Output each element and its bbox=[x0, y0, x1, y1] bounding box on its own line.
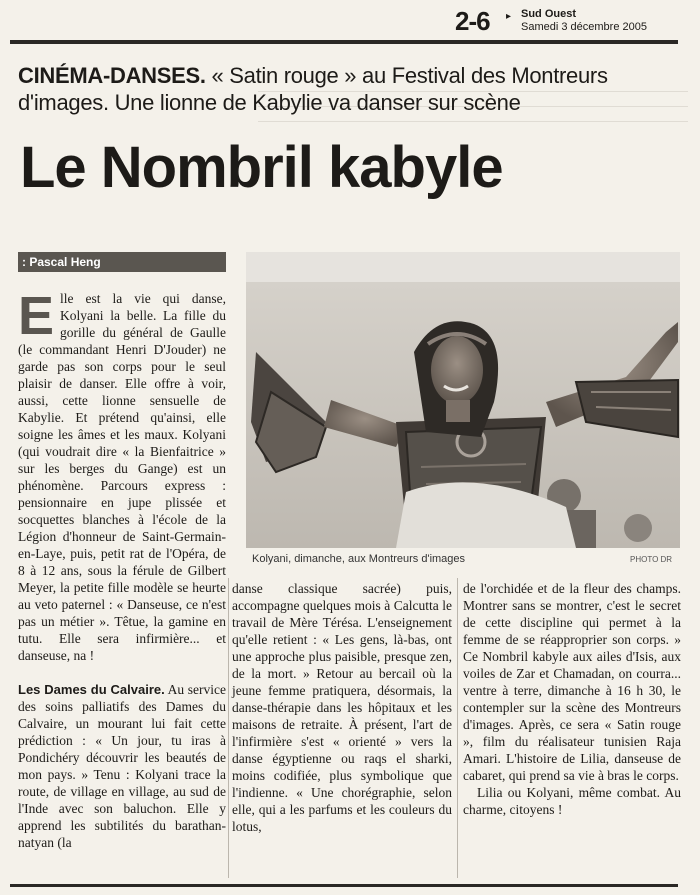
article-column-3 bbox=[463, 580, 681, 818]
newspaper-name: Sud Ouest bbox=[521, 8, 577, 20]
article-paragraph-3: danse classique sacrée) puis, accompagne quelques mois à Calcutta le travail de Mère Térésa. L'enseignement qu'elle retient : « Les gens, là-bas, ont une approche plus paisible, presque zen, de la mort. » Retour au bercail où la jeune femme pratiquera, désormais, la danse-thérapie dans les hôpitaux et les maisons de retraite. À présent, l'art de l'infirmière s'est « orienté » vers la danse égyptienne ou raqs el sharki, moins codifiée, plus symbolique que l'indienne. « Une chorégraphie, selon elle, qui a les parfums et les couleurs du lotus, bbox=[232, 581, 452, 834]
kicker-text: « Satin rouge » au Festival des Montreurs d'images. Une lionne de Kabylie va danser sur scène bbox=[18, 63, 608, 115]
header-rule bbox=[10, 40, 678, 44]
footer-rule bbox=[10, 884, 678, 887]
column-divider bbox=[457, 578, 458, 878]
byline: : Pascal Heng bbox=[18, 252, 226, 272]
kicker bbox=[18, 62, 688, 116]
article-paragraph-1: lle est la vie qui danse, Kolyani la belle. La fille du gorille du général de Gaulle (le commandant Henri D'Jouder) ne garde pas son corps pour le seul plaisir de danser. Elle offre à voir, aussi, cette lionne sensuelle de Kabylie. Et prétend qu'ainsi, elle soigne les âmes et les maux. Kolyani (qui voudrait dire « la Bienfaitrice » sur les berges du Gange) est un phénomène. Parcours express : pensionnaire en jupe plissée et socquettes blanches à l'école de la Légion d'honneur de Saint-Germain-en-Laye, puis, petit rat de l'Opéra, de 8 à 12 ans, sous la férule de Gilbert Meyer, la petite fille modèle se heurte au veto paternel : « Danseuse, ce n'est pas un métier ». Têtue, la gamine en tutu. Elle sera infirmière... et danseuse, na ! bbox=[18, 291, 226, 663]
subhead: Les Dames du Calvaire. bbox=[18, 682, 165, 697]
article-paragraph-5: Lilia ou Kolyani, même combat. Au charme, citoyens ! bbox=[463, 785, 681, 817]
article-paragraph-2 bbox=[18, 681, 226, 851]
arrow-icon: ▸ bbox=[506, 11, 512, 22]
dancer-photo-illustration bbox=[246, 252, 680, 548]
publication-date: Samedi 3 décembre 2005 bbox=[521, 21, 647, 33]
column-divider bbox=[228, 578, 229, 878]
article-paragraph-4: de l'orchidée et de la fleur des champs. Montrer sans se montrer, c'est le secret de cette discipline qui permet à la femme de se réapproprier son corps. » Ce Nombril kabyle aux ailes d'Isis, aux voiles de Zar et Chamadan, on courra... ventre à terre, dimanche à 16 h 30, le contempler sur la scène des Montreurs d'images. Après, ce sera « Satin rouge », film du réalisateur tunisien Raja Amari. L'histoire de Lilia, danseuse de cabaret, qui prend sa vie à bras le corps. bbox=[463, 581, 681, 783]
page-number: 2-6 bbox=[455, 6, 490, 36]
dancer-photo bbox=[246, 252, 680, 548]
kicker-lead: CINÉMA-DANSES. bbox=[18, 63, 206, 88]
headline: Le Nombril kabyle bbox=[20, 135, 503, 200]
article-column-1 bbox=[18, 286, 226, 851]
drop-cap: E bbox=[18, 286, 55, 346]
photo-caption: Kolyani, dimanche, aux Montreurs d'images bbox=[252, 553, 466, 565]
article-column-2 bbox=[232, 580, 452, 835]
photo-credit: PHOTO DR bbox=[630, 555, 673, 564]
article-paragraph-2-text: Au service des soins palliatifs des Dames du Calvaire, un mourant lui fait cette prédiction : « Un jour, tu iras à Pondichéry découvrir les beautés de mon pays. » Tenu : Kolyani trace la route, de village en village, au sud de l'Inde avec son baluchon. Elle y apprend les subtilités du barathan-natyan (la bbox=[18, 682, 226, 850]
